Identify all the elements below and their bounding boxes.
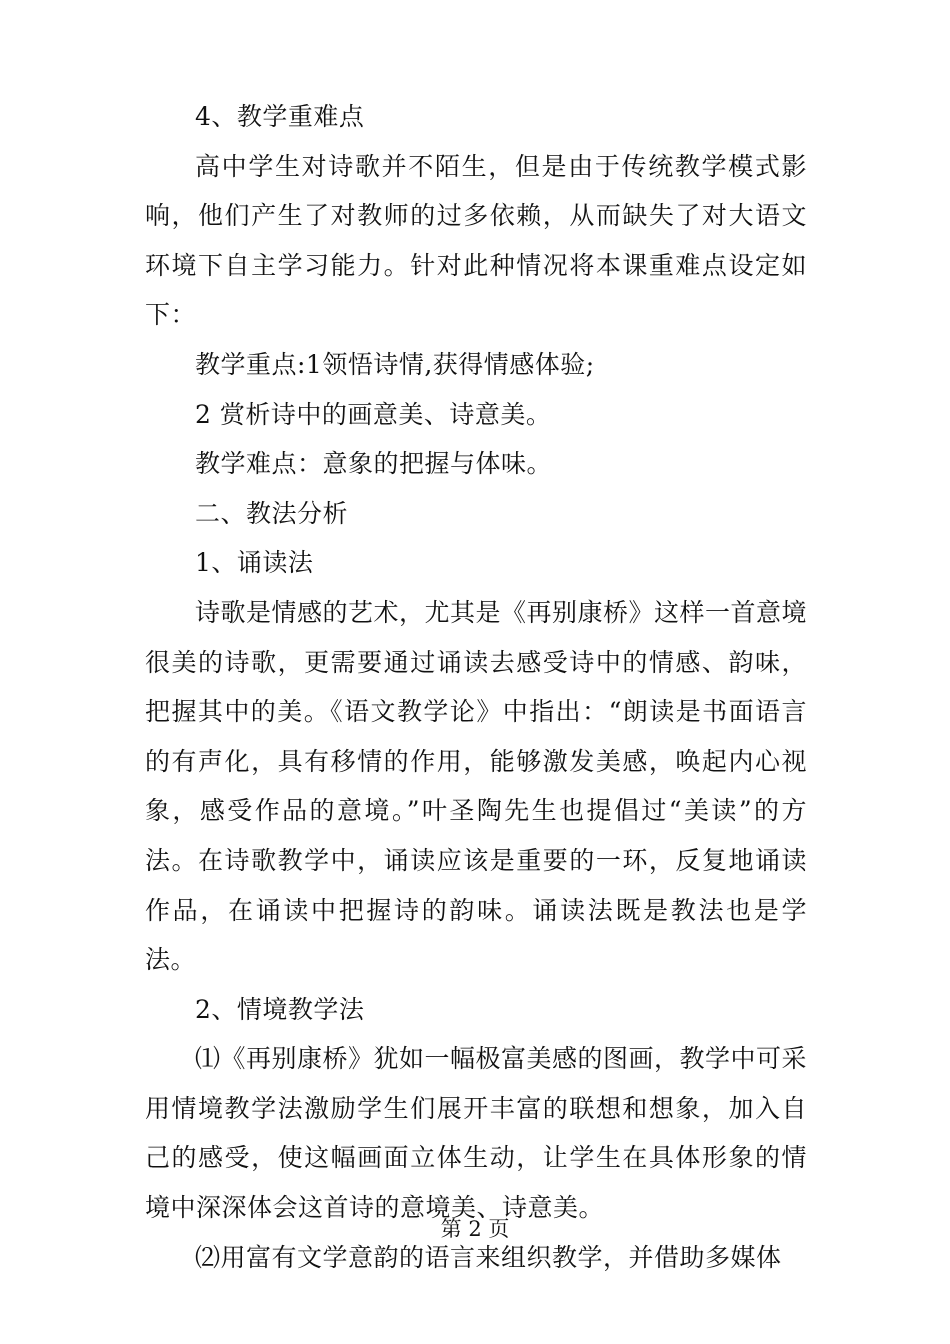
paragraph-recitation-method: 诗歌是情感的艺术，尤其是《再别康桥》这样一首意境很美的诗歌，更需要通过诵读去感受诗中的情感、韵味，把握其中的美。《语文教学论》中指出：“朗读是书面语言的有声化，具有移情的作用，能够激发美感，唤起内心视象，感受作品的意境。”叶圣陶先生也提倡过“美读”的方法。在诗歌教学中，诵读应该是重要的一环，反复地诵读作品，在诵读中把握诗的韵味。诵读法既是教法也是学法。 xyxy=(145,597,808,975)
section-heading-method-analysis: 二、教法分析 xyxy=(195,498,349,528)
paragraph-teaching-focus: 教学重点:1领悟诗情,获得情感体验; xyxy=(195,349,595,379)
paragraph-teaching-difficulty: 教学难点：意象的把握与体味。 xyxy=(195,449,553,479)
page-number-footer: 第 2 页 xyxy=(440,1217,510,1241)
paragraph-student-analysis: 高中学生对诗歌并不陌生，但是由于传统教学模式影响，他们产生了对教师的过多依赖，从而缺失了对大语文环境下自主学习能力。针对此种情况将本课重难点设定如下： xyxy=(145,151,807,330)
subheading-recitation-method: 1、诵读法 xyxy=(195,548,314,578)
paragraph-situational-1: ⑴《再别康桥》犹如一幅极富美感的图画，教学中可采用情境教学法激励学生们展开丰富的联想和想象，加入自己的感受，使这幅画面立体生动，让学生在具体形象的情境中深深体会这首诗的意境美、诗意美。 xyxy=(145,1044,808,1223)
subheading-situational-teaching: 2、情境教学法 xyxy=(195,994,365,1024)
paragraph-situational-2: ⑵用富有文学意韵的语言来组织教学，并借助多媒体 xyxy=(195,1242,782,1272)
document-body xyxy=(145,92,807,1282)
section-heading-teaching-difficulties: 4、教学重难点 xyxy=(195,102,365,131)
paragraph-teaching-focus-2: 2 赏析诗中的画意美、诗意美。 xyxy=(195,399,552,429)
